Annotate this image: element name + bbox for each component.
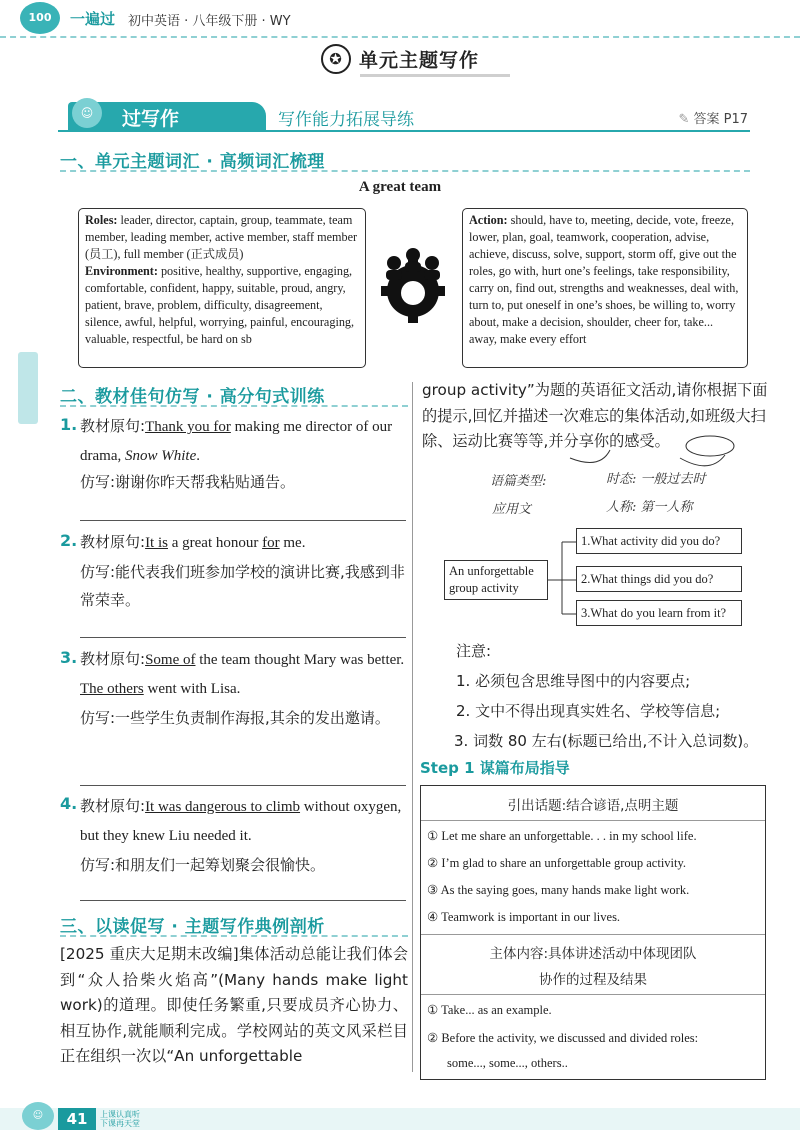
section2-title: 二、教材佳句仿写 · 高分句式训练 xyxy=(60,387,325,407)
guide-row: ② Before the activity, we discussed and divided roles: xyxy=(427,1031,699,1045)
brand-name: 一遍过 xyxy=(70,10,116,28)
guide-row: ③ As the saying goes, many hands make light work. xyxy=(427,883,690,897)
column-divider xyxy=(412,382,413,1072)
answer-line-2[interactable] xyxy=(80,637,406,638)
note-tense: 时态: 一般过去时 xyxy=(606,472,706,487)
mind-map-leaf: 1.What activity did you do? xyxy=(576,528,742,554)
vocab-theme: A great team xyxy=(358,179,442,195)
side-tab xyxy=(18,352,38,424)
guide-row: ① Let me share an unforgettable. . . in my school life. xyxy=(427,829,697,843)
banner-tag: 过写作 xyxy=(122,108,180,130)
note-genre-label: 语篇类型: xyxy=(490,474,547,489)
banner-line xyxy=(58,130,750,132)
action-words: should, have to, meeting, decide, vote, freeze, lower, plan, goal, teamwork, cooperation, advise, achieve, discuss, solve, support, storm off, give out the roles, go with, hurt one’s feelings, take responsibility, carry on, find out, strengths and weaknesses, deal with, turn to, put oneself in one’s shoes, be willing to, worry about, make a decision, shoulder, cheer for, take... away, make every effort xyxy=(469,213,739,346)
step1-title: Step 1 谋篇布局指导 xyxy=(420,759,570,777)
banner-subtitle: 写作能力拓展导练 xyxy=(278,110,414,130)
action-label: Action: xyxy=(469,213,508,227)
mind-map-connectors xyxy=(548,538,578,628)
item-number: 4. xyxy=(60,794,78,813)
imitation-prompt-1: 仿写:谢谢你昨天帮我粘贴通告。 xyxy=(80,473,296,491)
structure-guide-table xyxy=(420,785,766,1080)
original-sentence-3: 教材原句:Some of the team thought Mary was better. The others went with Lisa. xyxy=(80,650,405,697)
environment-label: Environment: xyxy=(85,264,158,278)
title-underline xyxy=(360,74,510,77)
item-number: 1. xyxy=(60,415,78,434)
roles-environment-box xyxy=(78,208,366,368)
guide-divider xyxy=(421,934,765,935)
imitation-prompt-4: 仿写:和朋友们一起筹划聚会很愉快。 xyxy=(80,856,326,874)
pen-icon: ✎ xyxy=(678,112,694,127)
page-number: 41 xyxy=(58,1108,96,1130)
note-person: 人称: 第一人称 xyxy=(606,500,693,515)
guide-heading-body-2: 协作的过程及结果 xyxy=(539,972,647,988)
writing-task-continued: group activity”为题的英语征文活动,请你根据下面的提示,回忆并描述一次难忘的集体活动,如班级大扫除、运动比赛等等,并分享你的感受。 xyxy=(422,381,768,450)
note-item: 3. 词数 80 左右(标题已给出,不计入总词数)。 xyxy=(454,732,759,750)
mind-map-leaf: 3.What do you learn from it? xyxy=(576,600,742,626)
section3-title: 三、以读促写 · 主题写作典例剖析 xyxy=(60,917,325,937)
original-sentence-1: 教材原句:Thank you for making me director of our drama, Snow White. xyxy=(80,417,393,464)
guide-divider xyxy=(421,820,765,821)
mascot-icon: ☺ xyxy=(72,98,102,128)
teamwork-gear-icon xyxy=(372,245,454,327)
section2-underline xyxy=(60,405,408,407)
section1-underline xyxy=(60,170,750,172)
guide-heading-intro: 引出话题:结合谚语,点明主题 xyxy=(507,798,679,814)
section3-underline xyxy=(60,935,408,937)
imitation-prompt-3: 仿写:一些学生负责制作海报,其余的发出邀请。 xyxy=(80,709,390,727)
answer-line-4[interactable] xyxy=(80,900,406,901)
notes-title: 注意: xyxy=(456,642,492,660)
book-title: 初中英语 · 八年级下册 · WY xyxy=(128,14,291,29)
star-badge-icon: ✪ xyxy=(321,44,351,74)
section-banner xyxy=(58,102,750,132)
note-item: 1. 必须包含思维导图中的内容要点; xyxy=(456,672,691,690)
item-number: 3. xyxy=(60,648,78,667)
roles-label: Roles: xyxy=(85,213,118,227)
item-number: 2. xyxy=(60,531,78,550)
brand-logo-icon: 100 xyxy=(20,2,60,34)
guide-row: ④ Teamwork is important in our lives. xyxy=(427,910,621,924)
top-bar xyxy=(0,0,800,38)
original-sentence-4: 教材原句:It was dangerous to climb without oxygen, but they knew Liu needed it. xyxy=(80,797,402,844)
section1-title: 一、单元主题词汇 · 高频词汇梳理 xyxy=(60,152,325,172)
guide-divider xyxy=(421,994,765,995)
mascot-icon: ☺ xyxy=(22,1102,54,1130)
mind-map-leaf: 2.What things did you do? xyxy=(576,566,742,592)
imitation-prompt-2: 仿写:能代表我们班参加学校的演讲比赛,我感到非常荣幸。 xyxy=(80,563,405,609)
answer-line-1[interactable] xyxy=(80,520,406,521)
note-genre: 应用文 xyxy=(492,502,532,517)
environment-words: positive, healthy, supportive, engaging, comfortable, confident, happy, suitable, proud, angry, patient, brave, problem, difficulty, disagreement, silence, awful, helpful, worrying, painful, encouraging, valuable, respectful, be hard on sb xyxy=(85,264,355,346)
action-box xyxy=(462,208,748,368)
page-title: ✪ 单元主题写作 xyxy=(0,44,800,74)
note-item: 2. 文中不得出现真实姓名、学校等信息; xyxy=(456,702,721,720)
roles-words: leader, director, captain, group, teammate, team member, leading member, active member, staff member (员工), full member (正式成员) xyxy=(85,213,358,261)
original-sentence-2: 教材原句:It is a great honour for me. xyxy=(80,533,306,551)
writing-task-text: [2025 重庆大足期末改编]集体活动总能让我们体会到“众人拾柴火焰高”(Many hands make light work)的道理。即使任务繁重,只要成员齐心协力、相互协作,就能顺利完成。学校网站的英文风采栏目正在组织一次以“An unforgettable xyxy=(60,945,408,1065)
answer-reference: ✎ 答案 P17 xyxy=(678,112,748,127)
footer-slogan: 上课认真听 下课再天堂 xyxy=(100,1110,140,1128)
answer-line-3[interactable] xyxy=(80,785,406,786)
guide-row: ② I’m glad to share an unforgettable group activity. xyxy=(427,856,687,870)
guide-row: some..., some..., others.. xyxy=(447,1056,568,1070)
guide-row: ① Take... as an example. xyxy=(427,1003,552,1017)
mind-map-root: An unforgettable group activity xyxy=(444,560,548,600)
guide-heading-body: 主体内容:具体讲述活动中体现团队 xyxy=(489,946,697,962)
